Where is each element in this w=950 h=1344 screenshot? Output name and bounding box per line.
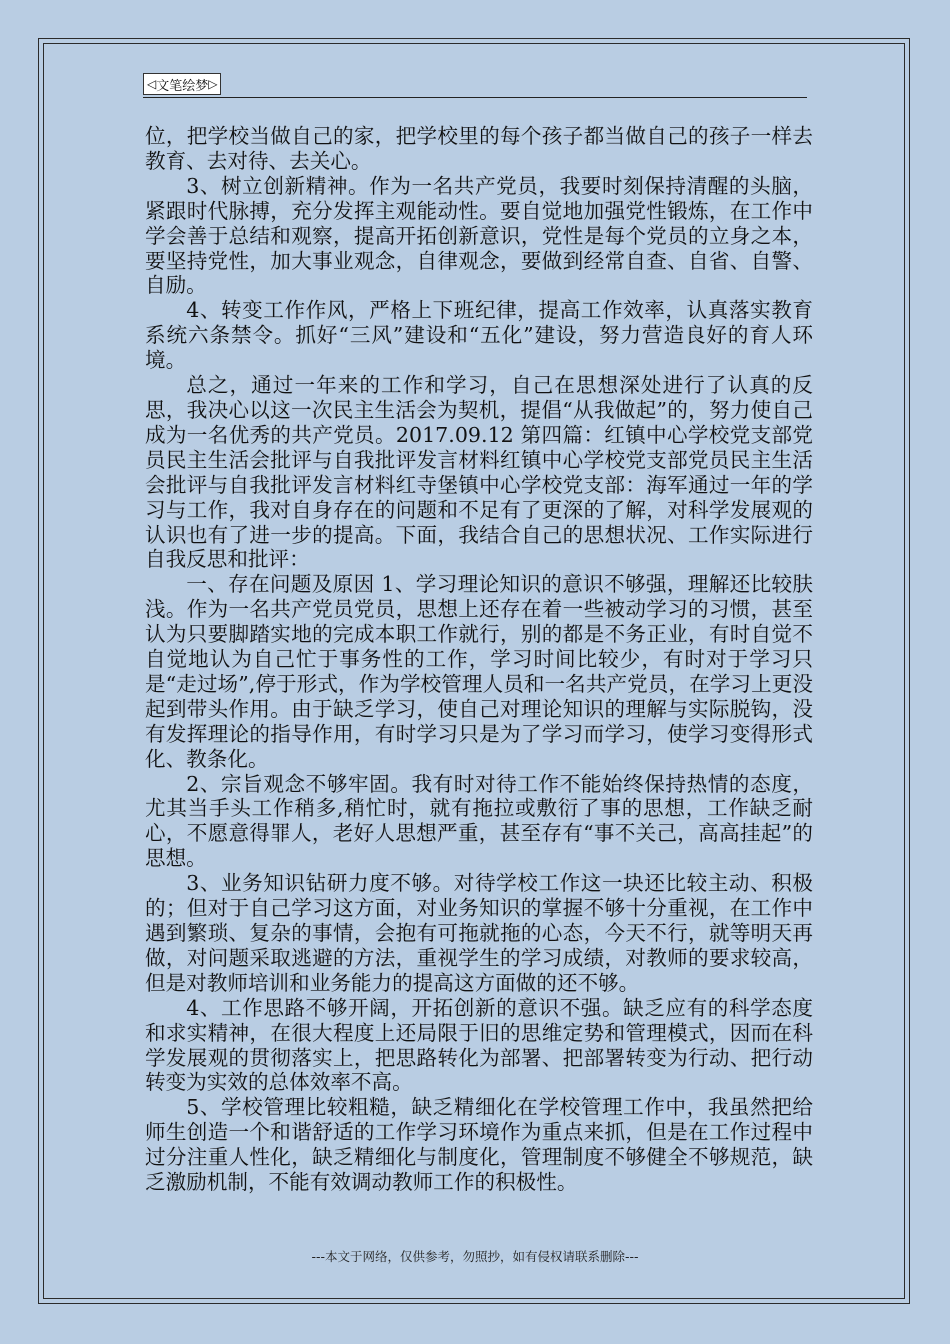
paragraph-1: 位，把学校当做自己的家，把学校里的每个孩子都当做自己的孩子一样去教育、去对待、去关心。 bbox=[145, 124, 813, 173]
paragraph-6: 2、宗旨观念不够牢固。我有时对待工作不能始终保持热情的态度，尤其当手头工作稍多,稍忙时，就有拖拉或敷衍了事的思想，工作缺乏耐心，不愿意得罪人，老好人思想严重，甚至存有“事不关己，高高挂起”的思想。 bbox=[145, 771, 813, 871]
document-body bbox=[145, 124, 813, 1195]
paragraph-9: 5、学校管理比较粗糙，缺乏精细化在学校管理工作中，我虽然把给师生创造一个和谐舒适的工作学习环境作为重点来抓，但是在工作过程中过分注重人性化，缺乏精细化与制度化，管理制度不够健全不够规范，缺乏激励机制，不能有效调动教师工作的积极性。 bbox=[145, 1095, 813, 1195]
header-divider bbox=[143, 97, 807, 98]
logo-left-triangle-icon: ◁ bbox=[147, 77, 157, 91]
paragraph-4: 总之，通过一年来的工作和学习，自己在思想深处进行了认真的反思，我决心以这一次民主生活会为契机，提倡“从我做起”的，努力使自己成为一名优秀的共产党员。2017.09.12 第四篇：红镇中心学校党支部党员民主生活会批评与自我批评发言材料红镇中心学校党支部党员民主生活会批评与自我批评发言材料红寺堡镇中心学校党支部：海军通过一年的学习与工作，我对自身存在的问题和不足有了更深的了解，对科学发展观的认识也有了进一步的提高。下面，我结合自己的思想状况、工作实际进行自我反思和批评： bbox=[145, 373, 813, 572]
paragraph-7: 3、业务知识钻研力度不够。对待学校工作这一块还比较主动、积极的；但对于自己学习这方面，对业务知识的掌握不够十分重视，在工作中遇到繁琐、复杂的事情，会抱有可拖就拖的心态，今天不行，就等明天再做，对问题采取逃避的方法，重视学生的学习成绩，对教师的要求较高，但是对教师培训和业务能力的提高这方面做的还不够。 bbox=[145, 871, 813, 995]
header-logo bbox=[143, 73, 221, 95]
logo-right-triangle-icon: ▷ bbox=[208, 77, 218, 91]
paragraph-8: 4、工作思路不够开阔，开拓创新的意识不强。缺乏应有的科学态度和求实精神，在很大程度上还局限于旧的思维定势和管理模式，因而在科学发展观的贯彻落实上，把思路转化为部署、把部署转变为行动、把行动转变为实效的总体效率不高。 bbox=[145, 995, 813, 1095]
logo-text: 文笔绘梦 bbox=[156, 78, 209, 94]
paragraph-2: 3、树立创新精神。作为一名共产党员，我要时刻保持清醒的头脑，紧跟时代脉搏，充分发挥主观能动性。要自觉地加强党性锻炼，在工作中学会善于总结和观察，提高开拓创新意识，党性是每个党员的立身之本，要坚持党性，加大事业观念，自律观念，要做到经常自查、自省、自警、自励。 bbox=[145, 173, 813, 298]
paragraph-3: 4、转变工作作风，严格上下班纪律，提高工作效率，认真落实教育系统六条禁令。抓好“三风”建设和“五化”建设，努力营造良好的育人环境。 bbox=[145, 298, 813, 373]
footer-disclaimer: ---本文于网络，仅供参考，勿照抄，如有侵权请联系删除--- bbox=[311, 1249, 639, 1264]
paragraph-5: 一、存在问题及原因 1、学习理论知识的意识不够强，理解还比较肤浅。作为一名共产党员党员，思想上还存在着一些被动学习的习惯，甚至认为只要脚踏实地的完成本职工作就行，别的都是不务正业，有时自觉不自觉地认为自己忙于事务性的工作，学习时间比较少，有时对于学习只是“走过场”,停于形式，作为学校管理人员和一名共产党员，在学习上更没起到带头作用。由于缺乏学习，使自己对理论知识的理解与实际脱钩，没有发挥理论的指导作用，有时学习只是为了学习而学习，使学习变得形式化、教条化。 bbox=[145, 572, 813, 771]
